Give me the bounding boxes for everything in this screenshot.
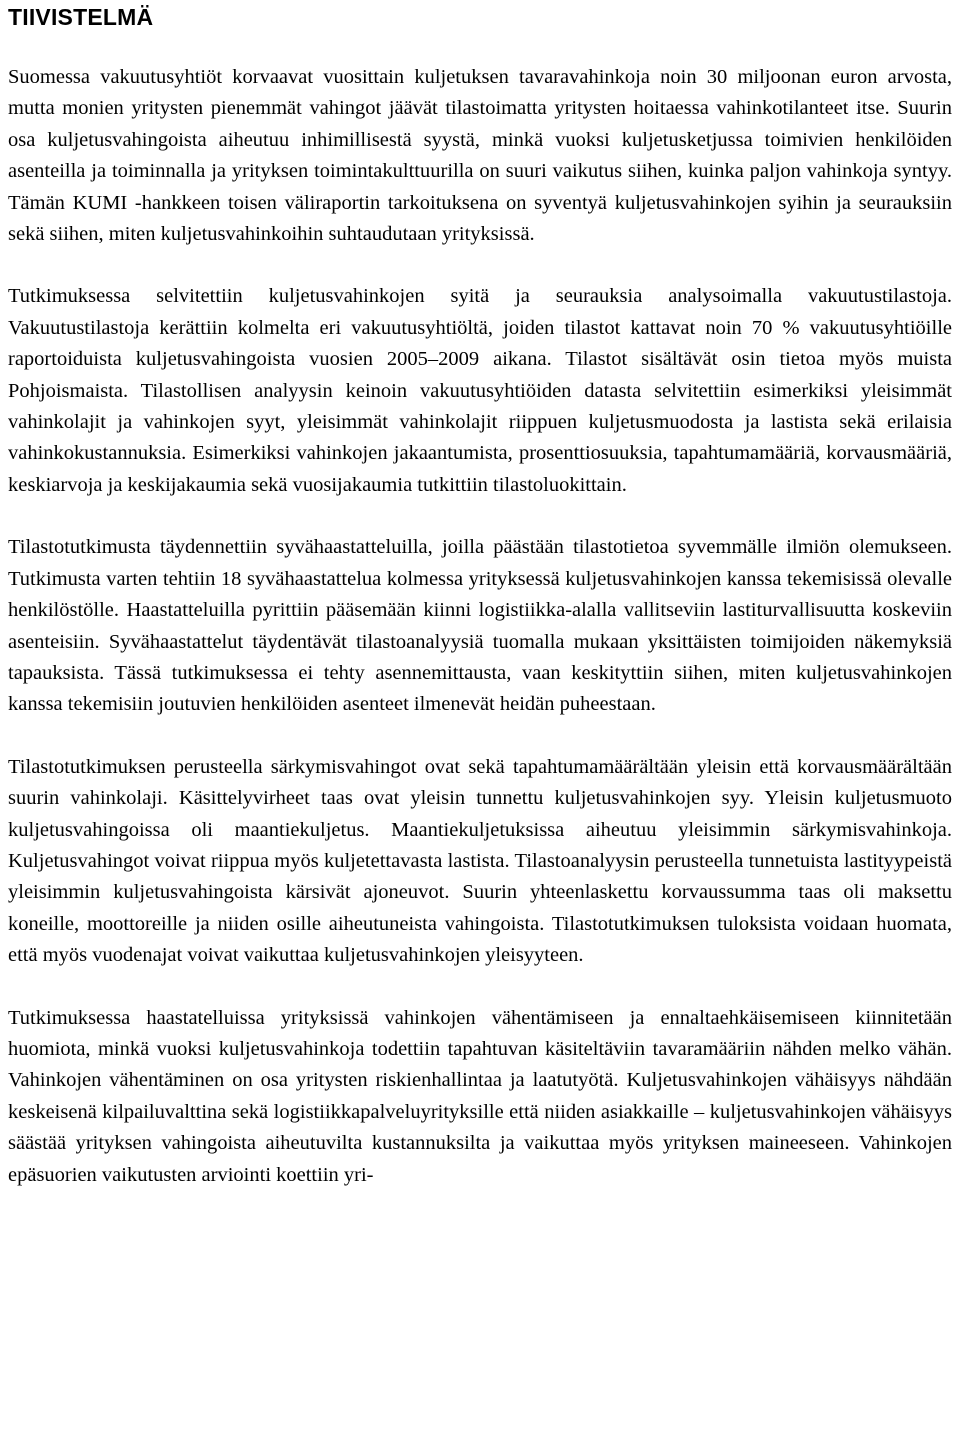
paragraph-results: Tilastotutkimuksen perusteella särkymisvahingot ovat sekä tapahtumamäärältään yleisin että korvausmäärältään suurin vahinkolaji. Käsittelyvirheet taas ovat yleisin tunnettu kuljetusvahinkojen syy. Yleisin kuljetusmuoto kuljetusvahingoissa oli maantiekuljetus. Maantiekuljetuksissa aiheutuu yleisimmin särkymisvahinkoja. Kuljetusvahingot voivat riippua myös kuljetettavasta lastista. Tilastoanalyysin perusteella tunnetuista lastityypeistä yleisimmin kuljetusvahingoista kärsivät ajoneuvot. Suurin yhteenlaskettu korvaussumma taas oli maksettu koneille, moottoreille ja niiden osille aiheutuneista vahingoista. Tilastotutkimuksen tuloksista voidaan huomata, että myös vuodenajat voivat vaikuttaa kuljetusvahinkojen yleisyyteen.: [8, 755, 952, 967]
paragraph-statistics: Tutkimuksessa selvitettiin kuljetusvahinkojen syitä ja seurauksia analysoimalla vakuutustilastoja. Vakuutustilastoja kerättiin kolmelta eri vakuutusyhtiöltä, joiden tilastot kattavat noin 70 % vakuutusyhtiöille raportoiduista kuljetusvahingoista vuosien 2005–2009 aikana. Tilastot sisältävät osin tietoa myös muista Pohjoismaista. Tilastollisen analyysin keinoin vakuutusyhtiöiden datasta selvitettiin esimerkiksi yleisimmät vahinkolajit ja vahinkojen syyt, yleisimmät vahinkolajit riippuen kuljetusmuodosta ja lastista sekä erilaisia vahinkokustannuksia. Esimerkiksi vahinkojen jakaantumista, prosenttiosuuksia, tapahtumamääriä, korvausmääriä, keskiarvoja ja keskijakaumia sekä vuosijakaumia tutkittiin tilastoluokittain.: [8, 285, 952, 496]
paragraph-companies: Tutkimuksessa haastatelluissa yrityksissä vahinkojen vähentämiseen ja ennaltaehkäisemiseen kiinnitetään huomiota, minkä vuoksi kuljetusvahinkoja todettiin tapahtuvan käsiteltäviin tavaramääriin nähden melko vähän. Vahinkojen vähentäminen on osa yritysten riskienhallintaa ja laatutyötä. Kuljetusvahinkojen vähäisyys nähdään keskeisenä kilpailuvalttina sekä logistiikkapalveluyrityksille että niiden asiakkaille – kuljetusvahinkojen vähäisyys säästää yrityksen vahingoista aiheutuvilta kustannuksilta ja vaikuttaa myös yrityksen maineeseen. Vahinkojen epäsuorien vaikutusten arviointi koettiin yri-: [8, 1006, 952, 1186]
paragraph-interviews: Tilastotutkimusta täydennettiin syvähaastatteluilla, joilla päästään tilastotietoa syvemmälle ilmiön olemukseen. Tutkimusta varten tehtiin 18 syvähaastattelua kolmessa yrityksessä kuljetusvahinkojen kanssa tekemisissä olevalle henkilöstölle. Haastatteluilla pyrittiin pääsemään kiinni logistiikka-alalla vallitseviin lastiturvallisuutta koskeviin asenteisiin. Syvähaastattelut täydentävät tilastoanalyysiä tuomalla mukaan yksittäisten toimijoiden näkemyksiä tapauksista. Tässä tutkimuksessa ei tehty asennemittausta, vaan keskityttiin siihen, miten kuljetusvahinkojen kanssa tekemisiin joutuvien henkilöiden asenteet ilmenevät heidän puheestaan.: [8, 536, 952, 716]
document-page: [8, 0, 952, 1191]
document-heading: TIIVISTELMÄ: [8, 4, 154, 30]
paragraph-intro: Suomessa vakuutusyhtiöt korvaavat vuosittain kuljetuksen tavaravahinkoja noin 30 miljoonan euron arvosta, mutta monien yritysten pienemmät vahingot jäävät tilastoimatta yritysten hoitaessa vahinkotilanteet itse. Suurin osa kuljetusvahingoista aiheutuu inhimillisestä syystä, minkä vuoksi kuljetusketjussa toimivien henkilöiden asenteilla ja toiminnalla ja yrityksen toimintakulttuurilla on suuri vaikutus siihen, kuinka paljon vahinkoja syntyy. Tämän KUMI -hankkeen toisen väliraportin tarkoituksena on syventyä kuljetusvahinkojen syihin ja seurauksiin sekä siihen, miten kuljetusvahinkoihin suhtaudutaan yrityksissä.: [8, 66, 952, 246]
